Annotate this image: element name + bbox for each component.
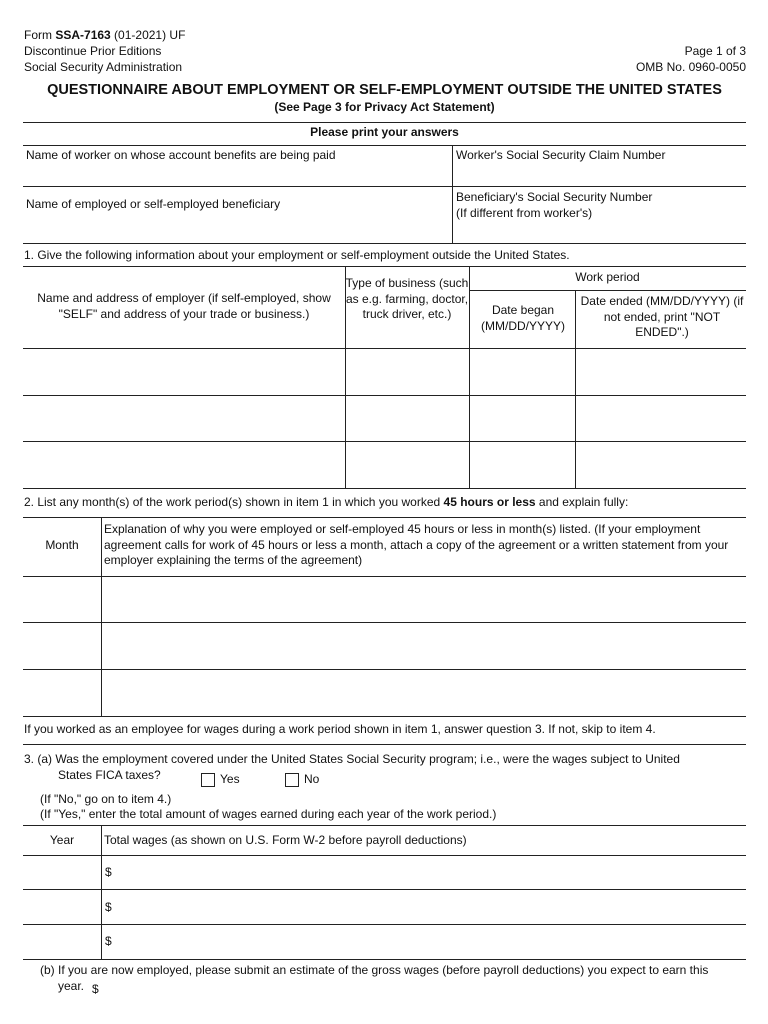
form-header [23,27,746,77]
q1-row3-date-began-field[interactable] [470,442,575,488]
q3b-line1: (b) If you are now employed, please submit an estimate of the gross wages (before payroll deductions) you expect to earn this [40,963,709,977]
no-checkbox[interactable] [285,773,299,787]
q2-row2-month-field[interactable] [23,623,101,669]
form-meta [636,43,746,75]
q3-col-year: Year [49,833,75,847]
q3b-estimate-field[interactable] [103,978,403,998]
q3a-line2: States FICA taxes? [58,768,161,782]
q2-col-explanation: Explanation of why you were employed or self-employed 45 hours or less in month(s) listed. (If your employment agreement calls for work of 45 hours or less a month, attach a copy of the agreement or a written statement from your employer explaining the terms of the agreement) [104,522,729,567]
worker-claim-number-field[interactable] [453,146,746,186]
page-title: QUESTIONNAIRE ABOUT EMPLOYMENT OR SELF-EMPLOYMENT OUTSIDE THE UNITED STATES [47,82,722,98]
q1-col-type: Type of business (such as e.g. farming, doctor, truck driver, etc.) [345,276,469,321]
form-number-line [24,27,185,43]
q1-col-work-period: Work period [575,270,640,284]
q1-prompt: 1. Give the following information about your employment or self-employment outside the United States. [24,248,570,262]
yes-checkbox[interactable] [201,773,215,787]
q2-prompt [24,495,628,511]
yes-label: Yes [220,772,240,786]
q3-col-total: Total wages (as shown on U.S. Form W-2 before payroll deductions) [104,833,467,847]
worker-claim-label: Worker's Social Security Claim Number [456,148,666,162]
q2-col-month: Month [45,538,79,552]
page-subtitle: (See Page 3 for Privacy Act Statement) [274,100,495,114]
q3-row3-year-field[interactable] [23,925,101,959]
q1-row2-date-ended-field[interactable] [576,396,746,441]
form-prefix: Form [24,28,56,42]
q1-row2-type-field[interactable] [346,396,469,441]
q1-row3-employer-field[interactable] [23,442,345,488]
q3-if-yes: (If "Yes," enter the total amount of wages earned during each year of the work period.) [40,807,497,821]
q3b-line2: year. [58,979,85,993]
q3-row2-wages-field[interactable] [115,890,746,924]
q3-row1-year-field[interactable] [23,856,101,889]
beneficiary-name-field[interactable] [23,187,452,243]
q2-row1-month-field[interactable] [23,577,101,622]
q2-prompt-pre: 2. List any month(s) of the work period(s) shown in item 1 in which you worked [24,495,444,509]
form-identity [24,27,185,75]
form-number: SSA-7163 [55,28,111,42]
form-edition: (01-2021) UF [110,28,186,42]
worker-name-field[interactable] [23,146,452,186]
q3-row1-wages-field[interactable] [115,856,746,889]
agency-name: Social Security Administration [24,60,183,74]
q2-prompt-post: and explain fully: [535,495,629,509]
discontinue-note: Discontinue Prior Editions [24,44,162,58]
q1-row3-date-ended-field[interactable] [576,442,746,488]
q3-row3-wages-field[interactable] [115,925,746,959]
q3-row2-year-field[interactable] [23,890,101,924]
q1-row1-employer-field[interactable] [23,349,345,395]
q1-row1-type-field[interactable] [346,349,469,395]
q1-row1-date-ended-field[interactable] [576,349,746,395]
beneficiary-ssn-field[interactable] [453,187,746,243]
q1-col-date-began: Date began (MM/DD/YYYY) [481,303,565,333]
q1-col-date-ended: Date ended (MM/DD/YYYY) (if not ended, print "NOT ENDED".) [580,294,744,339]
worker-name-label: Name of worker on whose account benefits are being paid [26,148,336,162]
beneficiary-ssn-note: (If different from worker's) [456,205,593,220]
q2-row3-month-field[interactable] [23,670,101,716]
omb-number: OMB No. 0960-0050 [635,60,746,74]
q3a-line1: 3. (a) Was the employment covered under the United States Social Security program; i.e., were the wages subject to United [24,752,680,766]
page-number: Page 1 of 3 [684,44,746,58]
q1-row1-date-began-field[interactable] [470,349,575,395]
q3-if-no: (If "No," go on to item 4.) [40,792,172,806]
form-page [23,0,746,1024]
print-note: Please print your answers [310,125,459,139]
q1-row3-type-field[interactable] [346,442,469,488]
q2-row3-explanation-field[interactable] [102,670,746,716]
wages-note: If you worked as an employee for wages during a work period shown in item 1, answer question 3. If not, skip to item 4. [24,722,656,736]
currency-symbol: $ [105,865,112,879]
currency-symbol: $ [105,900,112,914]
no-label: No [304,772,320,786]
q2-row1-explanation-field[interactable] [102,577,746,622]
currency-symbol: $ [92,982,99,996]
beneficiary-name-label: Name of employed or self-employed beneficiary [26,197,281,211]
currency-symbol: $ [105,934,112,948]
q2-prompt-bold: 45 hours or less [443,495,536,509]
q1-col-employer: Name and address of employer (if self-employed, show "SELF" and address of your trade or business.) [37,291,331,321]
beneficiary-ssn-label-text: Beneficiary's Social Security Number [456,190,653,204]
q1-row2-date-began-field[interactable] [470,396,575,441]
q2-row2-explanation-field[interactable] [102,623,746,669]
q1-row2-employer-field[interactable] [23,396,345,441]
